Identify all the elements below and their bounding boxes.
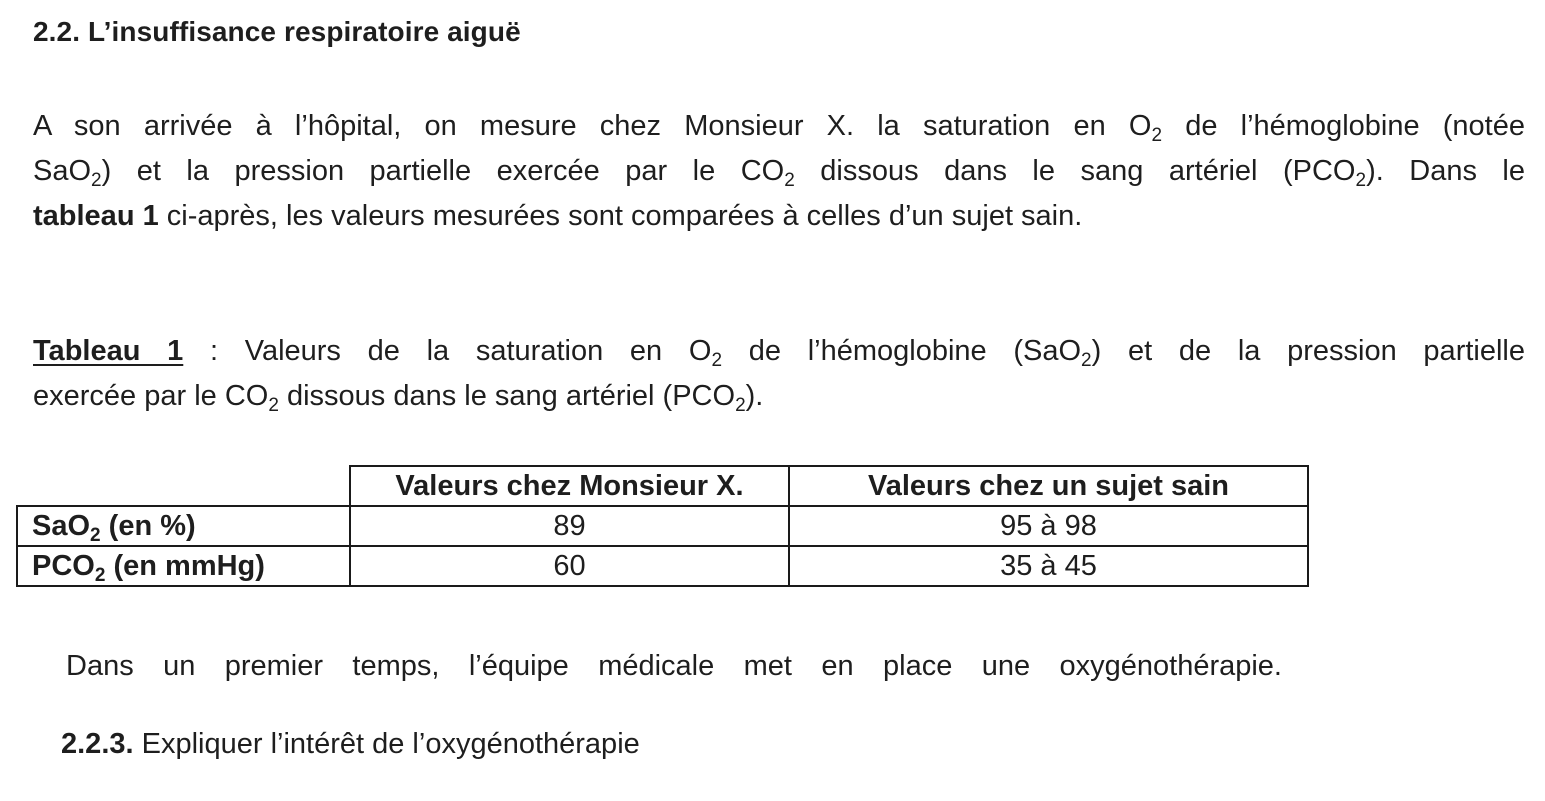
intro-line-1 <box>33 104 1525 149</box>
intro-line-2 <box>33 149 1525 194</box>
cell-healthy-sao2: 95 à 98 <box>789 506 1308 546</box>
subscript: 2 <box>90 525 101 546</box>
row-label-sao2 <box>17 506 350 546</box>
caption-text: dissous dans le sang artériel (PCO <box>278 380 736 412</box>
subscript: 2 <box>91 170 102 191</box>
intro-text: SaO <box>33 155 92 187</box>
intro-text: ci-après, les valeurs mesurées sont comparées à celles d’un sujet sain. <box>158 200 1083 232</box>
caption-text: exercée par le CO <box>33 380 269 412</box>
section-heading: 2.2. L’insuffisance respiratoire aiguë <box>33 16 521 47</box>
subscript: 2 <box>94 565 106 586</box>
table-row <box>17 546 1308 586</box>
intro-text: de l’hémoglobine (notée <box>1162 110 1525 142</box>
subscript: 2 <box>711 350 723 371</box>
cell-healthy-pco2: 35 à 45 <box>789 546 1308 586</box>
table-caption <box>33 329 1525 419</box>
caption-line-1 <box>33 329 1525 374</box>
row-label-text: SaO <box>32 510 91 542</box>
subscript: 2 <box>1151 125 1163 146</box>
table-row <box>17 506 1308 546</box>
intro-line-3 <box>33 194 1525 239</box>
header-patient: Valeurs chez Monsieur X. <box>350 466 789 506</box>
question-number: 2.2.3. <box>61 728 134 760</box>
table-header-row <box>17 466 1308 506</box>
subscript: 2 <box>1355 170 1367 191</box>
cell-patient-sao2: 89 <box>350 506 789 546</box>
header-healthy: Valeurs chez un sujet sain <box>789 466 1308 506</box>
intro-text: dissous dans le sang artériel (PCO <box>794 155 1356 187</box>
intro-text: ). Dans le <box>1366 155 1526 187</box>
caption-label: Tableau 1 <box>33 335 184 367</box>
row-label-text: (en %) <box>100 510 196 542</box>
intro-text: A son arrivée à l’hôpital, on mesure chez Monsieur X. la saturation en O <box>33 110 1152 142</box>
row-label-pco2 <box>17 546 350 586</box>
caption-text: de l’hémoglobine (SaO <box>722 335 1082 367</box>
caption-text: Valeurs de la saturation en O <box>244 335 712 367</box>
subscript: 2 <box>268 395 279 416</box>
question-2-2-3 <box>61 728 640 761</box>
subscript: 2 <box>1081 350 1092 371</box>
row-label-text: (en mmHg) <box>105 550 265 582</box>
caption-line-2 <box>33 374 1525 419</box>
question-text: Expliquer l’intérêt de l’oxygénothérapie <box>133 728 640 760</box>
row-label-text: PCO <box>32 550 95 582</box>
values-table <box>16 465 1309 587</box>
cell-patient-pco2: 60 <box>350 546 789 586</box>
intro-paragraph <box>33 104 1525 239</box>
caption-separator: : <box>183 335 245 367</box>
caption-text: ). <box>745 380 764 412</box>
followup-paragraph: Dans un premier temps, l’équipe médicale met en place une oxygénothérapie. <box>66 650 1282 682</box>
table-corner-cell <box>17 466 350 506</box>
caption-text: ) et de la pression partielle <box>1091 335 1525 367</box>
intro-text: ) et la pression partielle exercée par le CO <box>101 155 785 187</box>
subscript: 2 <box>735 395 746 416</box>
subscript: 2 <box>784 170 795 191</box>
table-reference: tableau 1 <box>33 200 159 232</box>
